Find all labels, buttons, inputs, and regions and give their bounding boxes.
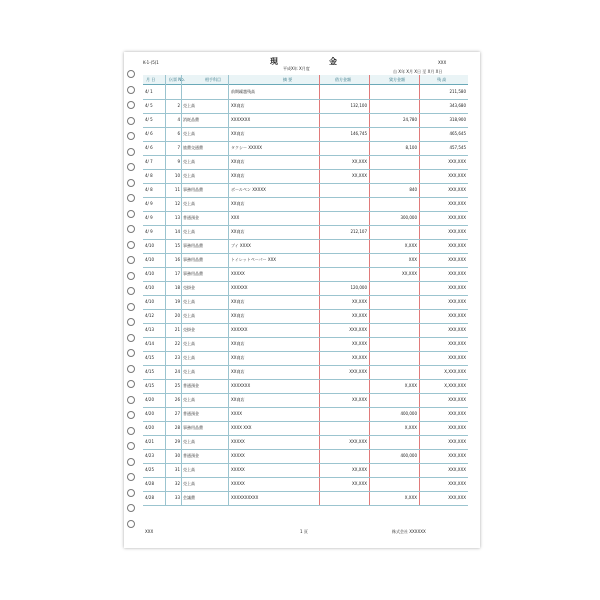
- binder-hole: [127, 380, 135, 388]
- cell-credit: 300,000: [400, 215, 417, 220]
- cell-memo: ブイ XXXX: [231, 243, 251, 248]
- cell-date: 4/28: [145, 481, 154, 486]
- cell-balance: XXX,XXX: [448, 257, 466, 262]
- grid-line: [419, 75, 420, 505]
- cell-memo: XX商店: [231, 173, 245, 178]
- cell-memo: XX商店: [231, 201, 245, 206]
- row-divider: [143, 463, 468, 464]
- row-divider: [143, 295, 468, 296]
- ledger-period: 平成X年 X月度: [283, 66, 310, 71]
- cell-account: 売上高: [183, 201, 195, 206]
- cell-date: 4/15: [145, 355, 154, 360]
- binder-hole: [127, 132, 135, 140]
- cell-account: 普通預金: [183, 215, 199, 220]
- binder-hole: [127, 272, 135, 280]
- cell-date: 4/14: [145, 341, 154, 346]
- cell-no: 22: [174, 341, 180, 346]
- cell-balance: XXX,XXX: [448, 285, 466, 290]
- row-divider: [143, 253, 468, 254]
- binder-holes: [124, 70, 138, 530]
- row-divider: [143, 337, 468, 338]
- cell-no: 2: [177, 103, 180, 108]
- row-divider: [143, 449, 468, 450]
- cell-debit: XXX,XXX: [349, 439, 367, 444]
- cell-account: 売上高: [183, 173, 195, 178]
- grid-line: [319, 75, 320, 505]
- binder-hole: [127, 489, 135, 497]
- binder-hole: [127, 427, 135, 435]
- header-date-range: 自 X年 X月 X日 至 X月 X日: [393, 69, 443, 74]
- cell-account: 売上高: [183, 313, 195, 318]
- cell-credit: 840: [409, 187, 417, 192]
- cell-no: 6: [177, 131, 180, 136]
- cell-account: 売上高: [183, 397, 195, 402]
- cell-debit: XX,XXX: [352, 397, 367, 402]
- binder-hole: [127, 303, 135, 311]
- binder-hole: [127, 287, 135, 295]
- row-divider: [143, 239, 468, 240]
- cell-date: 4/23: [145, 453, 154, 458]
- cell-balance: XXX,XXX: [448, 187, 466, 192]
- cell-debit: XXX,XXX: [349, 369, 367, 374]
- row-divider: [143, 155, 468, 156]
- cell-debit: XX,XXX: [352, 299, 367, 304]
- cell-no: 25: [174, 383, 180, 388]
- cell-no: 31: [174, 467, 180, 472]
- binder-hole: [127, 396, 135, 404]
- cell-memo: XX商店: [231, 397, 245, 402]
- cell-memo: XX商店: [231, 369, 245, 374]
- binder-hole: [127, 101, 135, 109]
- footer-left: XXX: [145, 529, 154, 534]
- binder-hole: [127, 411, 135, 419]
- cell-account: 売上高: [183, 439, 195, 444]
- cell-no: 24: [174, 369, 180, 374]
- cell-debit: XX,XXX: [352, 481, 367, 486]
- cell-balance: XXX,XXX: [448, 229, 466, 234]
- cell-debit: XX,XXX: [352, 173, 367, 178]
- cell-no: 21: [174, 327, 180, 332]
- cell-date: 4/21: [145, 439, 154, 444]
- form-code: K-1-(5)1: [143, 60, 159, 65]
- cell-no: 13: [174, 215, 180, 220]
- cell-no: 23: [174, 355, 180, 360]
- cell-memo: XX商店: [231, 313, 245, 318]
- binder-hole: [127, 148, 135, 156]
- cell-balance: XXX,XXX: [448, 313, 466, 318]
- cell-memo: ボールペン XXXXX: [231, 187, 266, 192]
- cell-debit: 212,107: [350, 229, 367, 234]
- cell-no: 26: [174, 397, 180, 402]
- binder-hole: [127, 117, 135, 125]
- cell-account: 売掛金: [183, 285, 195, 290]
- row-divider: [143, 127, 468, 128]
- binder-hole: [127, 334, 135, 342]
- cell-credit: X,XXX: [404, 243, 417, 248]
- binder-hole: [127, 241, 135, 249]
- cell-memo: XXXX XXX: [231, 425, 252, 430]
- cell-no: 33: [174, 495, 180, 500]
- cell-balance: 457,545: [449, 145, 466, 150]
- cell-balance: XXX,XXX: [448, 299, 466, 304]
- cell-credit: X,XXX: [404, 425, 417, 430]
- cell-balance: XXX,XXX: [448, 495, 466, 500]
- cell-account: 事務用品費: [183, 257, 203, 262]
- cell-debit: XX,XXX: [352, 313, 367, 318]
- cell-account: 普通預金: [183, 383, 199, 388]
- binder-hole: [127, 256, 135, 264]
- cell-date: 4/ 6: [145, 145, 153, 150]
- cell-memo: XXXXXXX: [231, 117, 251, 122]
- company-name: 株式会社 XXXXXX: [392, 529, 426, 534]
- cell-account: 事務用品費: [183, 271, 203, 276]
- cell-balance: XXX,XXX: [448, 453, 466, 458]
- cell-date: 4/13: [145, 327, 154, 332]
- cell-no: 27: [174, 411, 180, 416]
- binder-hole: [127, 70, 135, 78]
- cell-date: 4/10: [145, 257, 154, 262]
- cell-date: 4/ 8: [145, 187, 153, 192]
- cell-no: 32: [174, 481, 180, 486]
- cell-balance: 465,645: [449, 131, 466, 136]
- col-credit: 貸方金額: [389, 77, 405, 82]
- cell-account: 売上高: [183, 299, 195, 304]
- row-divider: [143, 309, 468, 310]
- cell-no: 14: [174, 229, 180, 234]
- cell-date: 4/ 5: [145, 103, 153, 108]
- cell-date: 4/25: [145, 467, 154, 472]
- cell-memo: XX商店: [231, 131, 245, 136]
- cell-date: 4/ 9: [145, 215, 153, 220]
- cell-memo: XXXXXX: [231, 327, 248, 332]
- ledger-title-left: 現: [270, 57, 278, 66]
- cell-balance: 318,900: [449, 117, 466, 122]
- cell-memo: 前期繰越残高: [231, 89, 255, 94]
- row-divider: [143, 505, 468, 506]
- cell-debit: XX,XXX: [352, 467, 367, 472]
- cell-date: 4/ 9: [145, 201, 153, 206]
- cell-no: 30: [174, 453, 180, 458]
- cell-account: 売上高: [183, 103, 195, 108]
- cell-date: 4/ 8: [145, 173, 153, 178]
- cell-memo: XX商店: [231, 103, 245, 108]
- header-right-code: XXX: [438, 60, 447, 65]
- cell-memo: XX商店: [231, 299, 245, 304]
- binder-hole: [127, 442, 135, 450]
- cell-balance: XXX,XXX: [448, 355, 466, 360]
- cell-credit: 24,780: [403, 117, 417, 122]
- row-divider: [143, 491, 468, 492]
- binder-hole: [127, 473, 135, 481]
- cell-balance: XXX,XXX: [448, 397, 466, 402]
- cell-date: 4/28: [145, 495, 154, 500]
- cell-balance: XXX,XXX: [448, 341, 466, 346]
- cell-memo: XXXXX: [231, 481, 245, 486]
- cell-memo: XX商店: [231, 229, 245, 234]
- cell-debit: XXX,XXX: [349, 327, 367, 332]
- cell-memo: XXXXX: [231, 439, 245, 444]
- cell-memo: XXX: [231, 215, 240, 220]
- cell-debit: 146,745: [350, 131, 367, 136]
- row-divider: [143, 421, 468, 422]
- cell-date: 4/15: [145, 383, 154, 388]
- binder-hole: [127, 225, 135, 233]
- cell-credit: 400,000: [400, 411, 417, 416]
- cell-memo: XXXXX: [231, 271, 245, 276]
- cell-date: 4/ 9: [145, 229, 153, 234]
- col-debit: 借方金額: [335, 77, 351, 82]
- binder-hole: [127, 520, 135, 528]
- cell-debit: 120,000: [350, 285, 367, 290]
- cell-balance: XXX,XXX: [448, 173, 466, 178]
- row-divider: [143, 99, 468, 100]
- cell-account: 事務用品費: [183, 243, 203, 248]
- row-divider: [143, 211, 468, 212]
- cell-credit: X,XXX: [404, 495, 417, 500]
- cell-credit: XX,XXX: [402, 271, 417, 276]
- row-divider: [143, 435, 468, 436]
- col-no: 伝票 No.: [169, 77, 185, 82]
- cell-balance: XXX,XXX: [448, 271, 466, 276]
- cell-date: 4/ 6: [145, 131, 153, 136]
- cell-no: 18: [174, 285, 180, 290]
- cell-credit: 400,000: [400, 453, 417, 458]
- cell-date: 4/ 5: [145, 117, 153, 122]
- row-divider: [143, 281, 468, 282]
- row-divider: [143, 351, 468, 352]
- row-divider: [143, 183, 468, 184]
- cell-memo: XXXXXX: [231, 285, 248, 290]
- col-memo: 摘 要: [283, 77, 293, 82]
- binder-hole: [127, 179, 135, 187]
- cell-no: 4: [177, 117, 180, 122]
- col-balance: 残 高: [437, 77, 447, 82]
- cell-debit: XX,XXX: [352, 341, 367, 346]
- cell-account: 会議費: [183, 495, 195, 500]
- ledger-title-right: 金: [329, 57, 337, 66]
- cell-balance: XXX,XXX: [448, 201, 466, 206]
- cell-memo: XXXX: [231, 411, 242, 416]
- cell-account: 売上高: [183, 341, 195, 346]
- cell-balance: 211,580: [449, 89, 466, 94]
- cell-debit: 132,100: [350, 103, 367, 108]
- binder-hole: [127, 365, 135, 373]
- cell-no: 11: [174, 187, 180, 192]
- cell-debit: XX,XXX: [352, 159, 367, 164]
- cell-balance: X,XXX,XXX: [444, 369, 466, 374]
- cell-debit: XX,XXX: [352, 355, 367, 360]
- cell-account: 消耗品費: [183, 117, 199, 122]
- cell-account: 売上高: [183, 355, 195, 360]
- binder-hole: [127, 210, 135, 218]
- cell-memo: XXXXX: [231, 453, 245, 458]
- cell-no: 16: [174, 257, 180, 262]
- cell-no: 20: [174, 313, 180, 318]
- row-divider: [143, 113, 468, 114]
- row-divider: [143, 169, 468, 170]
- cell-credit: XXX: [408, 257, 417, 262]
- cell-account: 普通預金: [183, 453, 199, 458]
- cell-no: 17: [174, 271, 180, 276]
- row-divider: [143, 379, 468, 380]
- cell-memo: XXXXXXXXXX: [231, 495, 259, 500]
- cell-balance: 343,680: [449, 103, 466, 108]
- row-divider: [143, 225, 468, 226]
- row-divider: [143, 393, 468, 394]
- cell-date: 4/20: [145, 411, 154, 416]
- row-divider: [143, 141, 468, 142]
- cell-account: 事務用品費: [183, 425, 203, 430]
- cell-date: 4/12: [145, 313, 154, 318]
- binder-hole: [127, 458, 135, 466]
- cell-balance: X,XXX,XXX: [444, 383, 466, 388]
- cell-balance: XXX,XXX: [448, 411, 466, 416]
- cell-account: 売上高: [183, 369, 195, 374]
- cell-memo: トイレットペーパー XXX: [231, 257, 277, 262]
- cell-no: 10: [174, 173, 180, 178]
- grid-line: [181, 75, 182, 505]
- cell-credit: X,XXX: [404, 383, 417, 388]
- cell-no: 9: [177, 159, 180, 164]
- cell-account: 売上高: [183, 229, 195, 234]
- cell-no: 29: [174, 439, 180, 444]
- cell-memo: XX商店: [231, 159, 245, 164]
- cell-memo: タクシー XXXXX: [231, 145, 262, 150]
- cell-date: 4/10: [145, 299, 154, 304]
- binder-hole: [127, 318, 135, 326]
- cell-balance: XXX,XXX: [448, 425, 466, 430]
- cell-account: 売掛金: [183, 327, 195, 332]
- cell-balance: XXX,XXX: [448, 243, 466, 248]
- cell-account: 売上高: [183, 159, 195, 164]
- cell-balance: XXX,XXX: [448, 327, 466, 332]
- row-divider: [143, 323, 468, 324]
- cell-date: 4/10: [145, 285, 154, 290]
- cell-date: 4/ 7: [145, 159, 153, 164]
- cell-account: 事務用品費: [183, 187, 203, 192]
- cell-no: 12: [174, 201, 180, 206]
- cell-account: 普通預金: [183, 411, 199, 416]
- grid-line: [228, 75, 229, 505]
- binder-hole: [127, 163, 135, 171]
- cell-no: 15: [174, 243, 180, 248]
- grid-line: [369, 75, 370, 505]
- page-number: 1 頁: [300, 529, 308, 534]
- col-date: 月 日: [146, 77, 156, 82]
- cell-date: 4/10: [145, 271, 154, 276]
- cell-date: 4/15: [145, 369, 154, 374]
- row-divider: [143, 365, 468, 366]
- cell-account: 売上高: [183, 481, 195, 486]
- cell-date: 4/10: [145, 243, 154, 248]
- cell-balance: XXX,XXX: [448, 439, 466, 444]
- cell-balance: XXX,XXX: [448, 159, 466, 164]
- row-divider: [143, 197, 468, 198]
- binder-hole: [127, 504, 135, 512]
- cell-no: 7: [177, 145, 180, 150]
- cell-account: 売上高: [183, 131, 195, 136]
- cell-no: 19: [174, 299, 180, 304]
- cell-memo: XX商店: [231, 341, 245, 346]
- binder-hole: [127, 194, 135, 202]
- cell-balance: XXX,XXX: [448, 481, 466, 486]
- col-account: 相手科目: [205, 77, 221, 82]
- cell-account: 売上高: [183, 467, 195, 472]
- cell-no: 28: [174, 425, 180, 430]
- cell-credit: 8,100: [405, 145, 417, 150]
- cell-date: 4/20: [145, 425, 154, 430]
- row-divider: [143, 267, 468, 268]
- binder-hole: [127, 86, 135, 94]
- cell-date: 4/20: [145, 397, 154, 402]
- row-divider: [143, 407, 468, 408]
- cell-memo: XXXXXXX: [231, 383, 251, 388]
- cell-balance: XXX,XXX: [448, 215, 466, 220]
- cell-balance: XXX,XXX: [448, 467, 466, 472]
- cell-account: 旅費交通費: [183, 145, 203, 150]
- cell-memo: XXXXX: [231, 467, 245, 472]
- cell-date: 4/ 1: [145, 89, 153, 94]
- binder-hole: [127, 349, 135, 357]
- ledger-table: [143, 75, 468, 505]
- cell-memo: XX商店: [231, 355, 245, 360]
- row-divider: [143, 477, 468, 478]
